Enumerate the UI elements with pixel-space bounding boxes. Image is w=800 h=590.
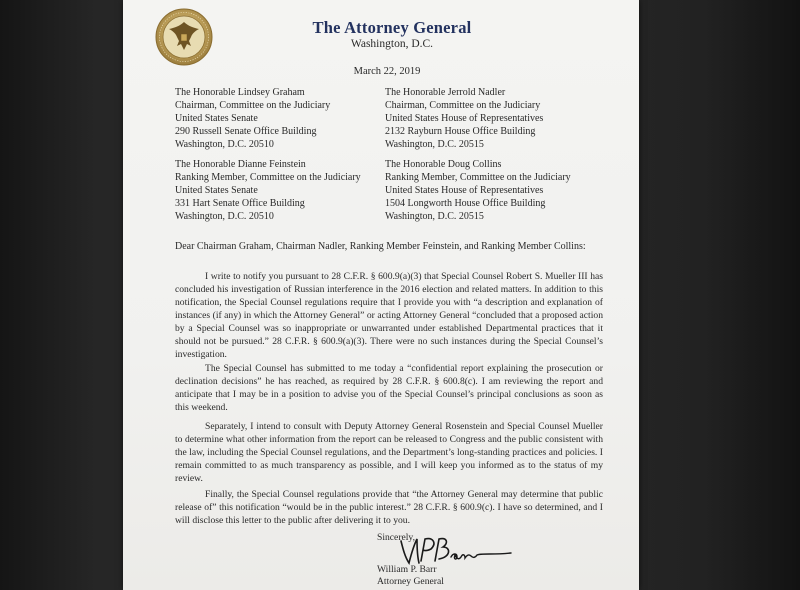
- letter-date: March 22, 2019: [353, 66, 421, 77]
- signatory-name: William P. Barr: [377, 564, 437, 575]
- address-line: 331 Hart Senate Office Building: [175, 198, 305, 209]
- signatory-title: Attorney General: [377, 576, 444, 587]
- valediction: Sincerely,: [377, 532, 416, 543]
- letterhead-location: Washington, D.C.: [350, 38, 434, 50]
- address-line: 2132 Rayburn House Office Building: [385, 126, 536, 137]
- paragraph-notification: I write to notify you pursuant to 28 C.F.R. § 600.9(a)(3) that Special Counsel Robert S. Mueller III has concluded his investigation of Russian interference in the 2016 election and related matters. In addition to this notification, the Special Counsel regulations require that I provide you with “a description and explanation of instances (if any) in which the Attorney General” or acting Attorney General “concluded that a proposed action by a Special Counsel was so inappropriate or unwarranted under established Departmental practices that it should not be pursued.” 28 C.F.R. § 600.9(a)(3). There were no such instances during the Special Counsel’s investigation.: [175, 271, 603, 360]
- address-line: Ranking Member, Committee on the Judiciary: [175, 172, 361, 183]
- address-line: 290 Russell Senate Office Building: [175, 126, 317, 137]
- recipient-address-nadler: [385, 86, 543, 151]
- address-line: Ranking Member, Committee on the Judiciary: [385, 172, 571, 183]
- address-line: The Honorable Jerrold Nadler: [385, 87, 506, 98]
- address-line: The Honorable Lindsey Graham: [175, 87, 305, 98]
- address-line: Washington, D.C. 20515: [385, 139, 484, 150]
- paragraph-public-release: Finally, the Special Counsel regulations provide that “the Attorney General may determine that public release of” this notification “would be in the public interest.” 28 C.F.R. § 600.9(c). I have so determined, and I will disclose this letter to the public after delivering it to you.: [175, 489, 603, 526]
- address-line: The Honorable Dianne Feinstein: [175, 159, 306, 170]
- paragraph-consultation: Separately, I intend to consult with Deputy Attorney General Rosenstein and Special Counsel Mueller to determine what other information from the report can be released to Congress and the public consistent with the law, including the Special Counsel regulations, and the Department’s long-standing practices and policies. I remain committed to as much transparency as possible, and I will keep you informed as to the status of my review.: [175, 421, 603, 484]
- paragraph-report: The Special Counsel has submitted to me today a “confidential report explaining the prosecution or declination decisions” he has reached, as required by 28 C.F.R. § 600.8(c). I am reviewing the report and anticipate that I may be in a position to advise you of the Special Counsel’s principal conclusions as soon as this weekend.: [175, 363, 603, 413]
- address-line: United States Senate: [175, 185, 258, 196]
- address-line: United States House of Representatives: [385, 185, 544, 196]
- address-line: The Honorable Doug Collins: [385, 159, 502, 170]
- recipient-address-graham: [175, 86, 330, 151]
- letterhead-title: The Attorney General: [312, 18, 472, 37]
- address-line: United States House of Representatives: [385, 113, 544, 124]
- recipient-address-collins: [385, 158, 571, 223]
- address-line: United States Senate: [175, 113, 258, 124]
- address-line: Chairman, Committee on the Judiciary: [385, 100, 541, 111]
- address-line: Washington, D.C. 20510: [175, 139, 274, 150]
- salutation: Dear Chairman Graham, Chairman Nadler, Ranking Member Feinstein, and Ranking Member Collins:: [175, 241, 586, 252]
- address-line: Washington, D.C. 20510: [175, 211, 274, 222]
- address-line: 1504 Longworth House Office Building: [385, 198, 546, 209]
- address-line: Washington, D.C. 20515: [385, 211, 484, 222]
- recipient-address-feinstein: [175, 158, 361, 223]
- letter-page: [123, 0, 639, 590]
- address-line: Chairman, Committee on the Judiciary: [175, 100, 331, 111]
